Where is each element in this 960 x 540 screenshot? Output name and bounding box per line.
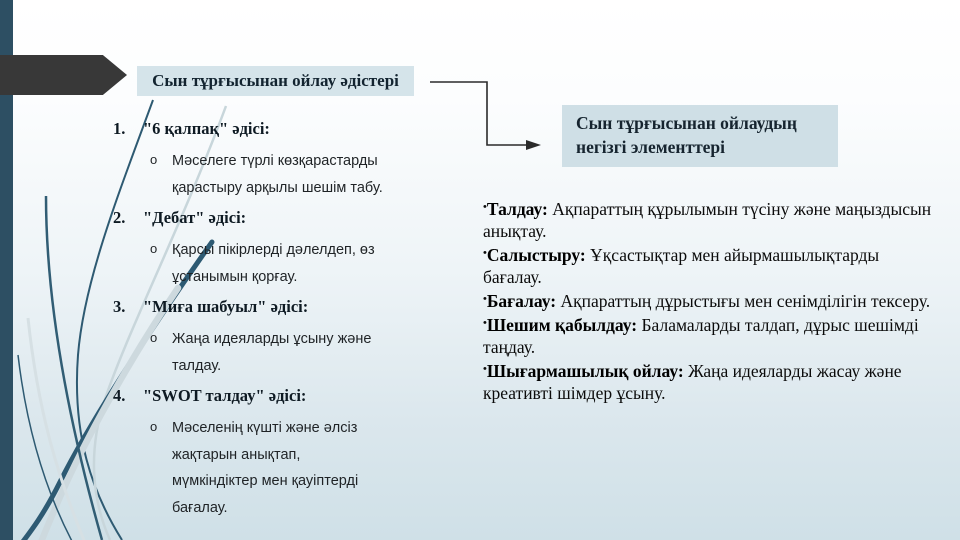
bullet-marker: • (483, 201, 487, 213)
element-term: Талдау: (486, 199, 548, 219)
methods-title-label: Сын тұрғысынан ойлау әдістері (152, 71, 399, 90)
element-term: Бағалау: (486, 291, 557, 311)
bullet-marker: • (483, 247, 487, 259)
sub-bullet-marker: o (150, 419, 158, 434)
method-point (150, 237, 433, 290)
method-title: "Дебат" әдісі: (143, 208, 247, 227)
method-point-text: Мәселеге түрлі көзқарастарды қарастыру арқылы шешім табу. (172, 153, 383, 196)
method-item (113, 116, 433, 201)
sub-bullet-marker: o (150, 152, 158, 167)
method-point (150, 326, 433, 379)
method-point (150, 148, 433, 201)
element-description: Ақпараттың құрылымын түсіну және маңыздысын анықтау. (483, 199, 932, 241)
bullet-marker: • (483, 293, 487, 305)
bullet-marker: • (483, 317, 487, 329)
method-item (113, 294, 433, 379)
method-title: "SWOT талдау" әдісі: (143, 386, 307, 405)
method-heading (113, 294, 433, 320)
method-point-text: Қарсы пікірлерді дәлелдеп, өз ұстанымын қорғау. (172, 242, 375, 285)
method-heading (113, 383, 433, 409)
bullet-marker: • (483, 363, 487, 375)
element-description: Жаңа идеяларды жасау және креативті шімдер ұсыну. (483, 361, 902, 403)
method-title: "6 қалпақ" әдісі: (143, 119, 270, 138)
sub-bullet-marker: o (150, 241, 158, 256)
sub-bullet-marker: o (150, 330, 158, 345)
method-number: 2. (113, 208, 126, 227)
method-point-text: Мәселенің күшті және әлсіз жақтарын анықтап, мүмкіндіктер мен қауіптерді бағалау. (172, 420, 359, 516)
methods-title-box (137, 66, 414, 96)
method-heading (113, 116, 433, 142)
method-number: 1. (113, 119, 126, 138)
method-heading (113, 205, 433, 231)
method-title: "Миға шабуыл" әдісі: (143, 297, 309, 316)
element-description: Баламаларды талдап, дұрыс шешімді таңдау. (483, 315, 919, 357)
element-term: Салыстыру: (486, 245, 586, 265)
method-number: 4. (113, 386, 126, 405)
element-description: Ұқсастықтар мен айырмашылықтарды бағалау. (483, 245, 880, 287)
elements-title-label: Сын тұрғысынан ойлаудың негізгі элементтері (576, 113, 797, 157)
element-item (483, 312, 935, 358)
method-item (113, 383, 433, 521)
method-point-text: Жаңа идеяларды ұсыну және талдау. (172, 331, 372, 374)
element-item (483, 196, 935, 242)
method-point (150, 415, 433, 521)
elements-title-box (562, 105, 838, 167)
elements-list (483, 196, 935, 404)
method-number: 3. (113, 297, 126, 316)
element-description: Ақпараттың дұрыстығы мен сенімділігін тексеру. (556, 291, 931, 311)
method-item (113, 205, 433, 290)
element-term: Шығармашылық ойлау: (486, 361, 684, 381)
element-item (483, 288, 935, 312)
element-item (483, 358, 935, 404)
element-term: Шешим қабылдау: (486, 315, 638, 335)
methods-list (113, 112, 433, 521)
element-item (483, 242, 935, 288)
